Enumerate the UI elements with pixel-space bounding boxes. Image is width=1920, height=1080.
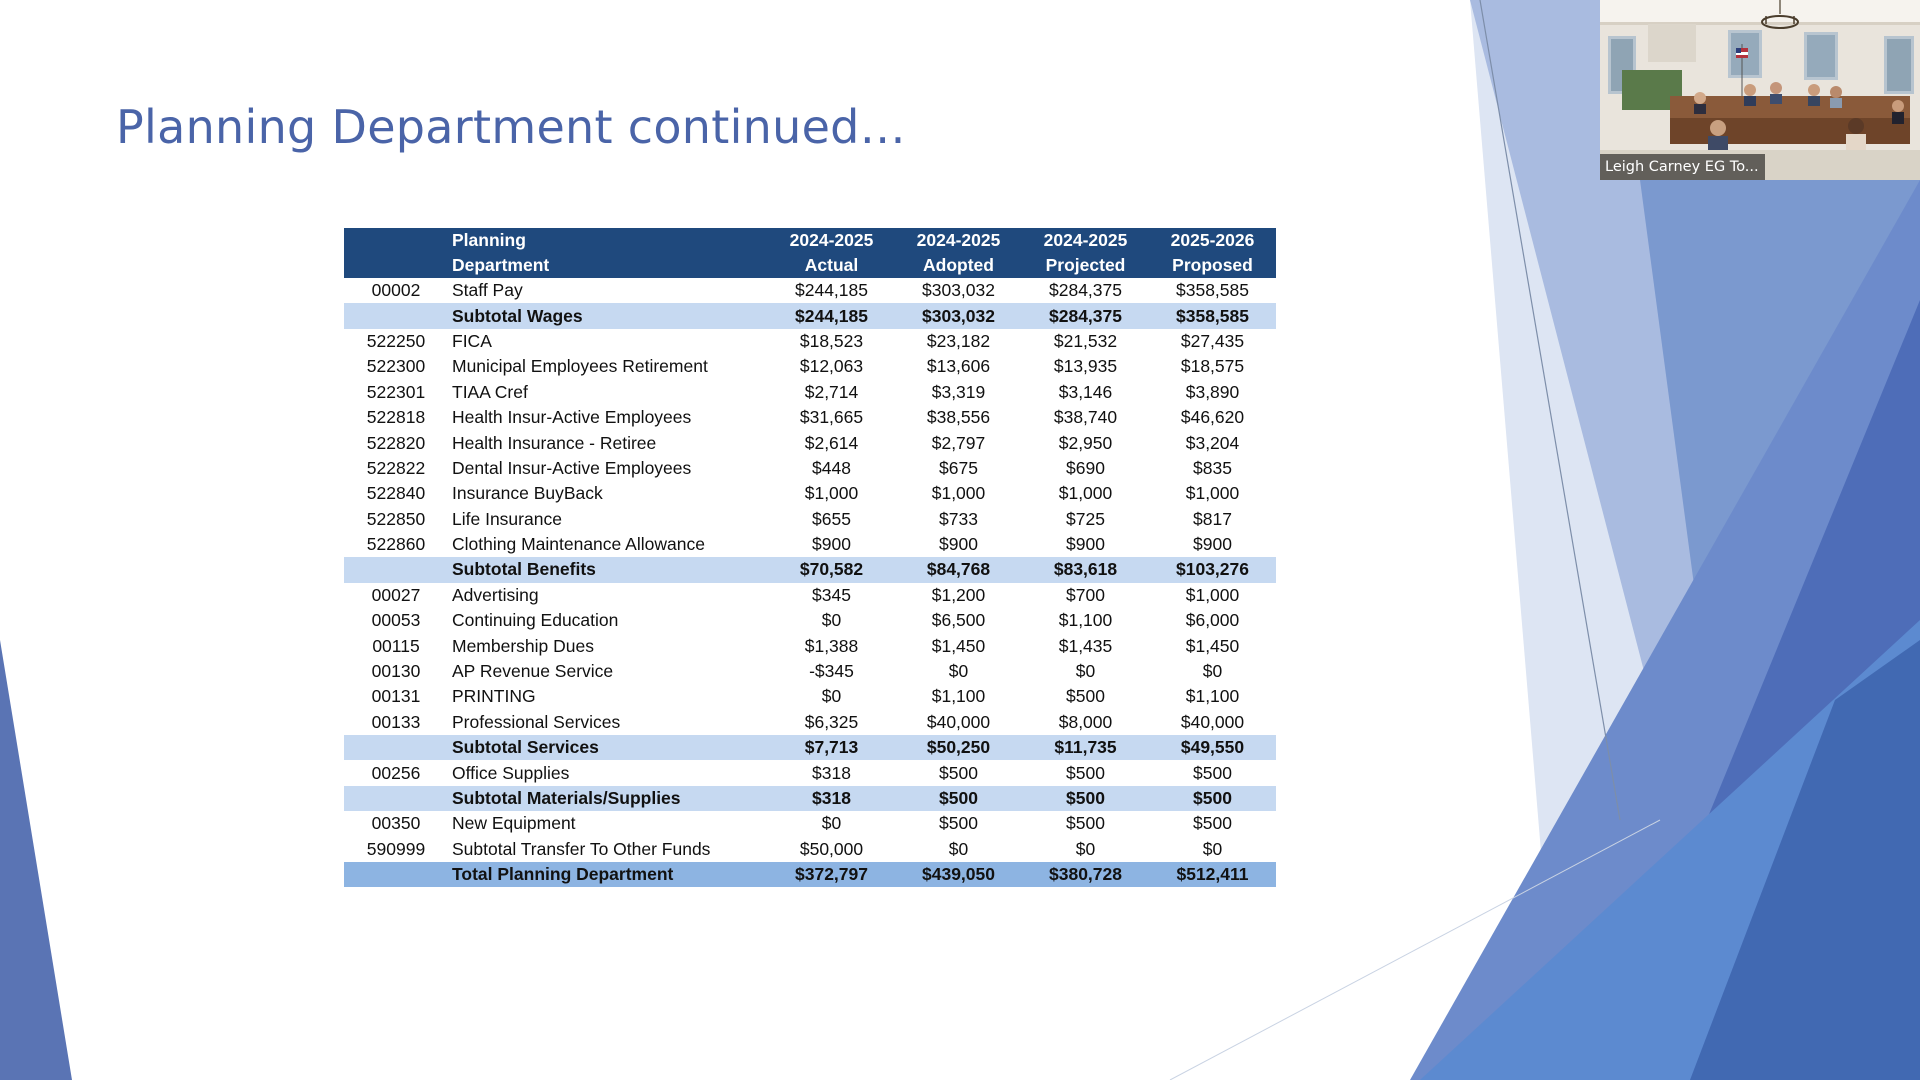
line-item-description: Subtotal Benefits (448, 557, 768, 582)
adopted-value: $439,050 (895, 862, 1022, 887)
projected-value: $83,618 (1022, 557, 1149, 582)
account-code: 00027 (371, 584, 421, 605)
actual-value: $448 (812, 457, 851, 478)
adopted-value: $733 (939, 508, 978, 529)
table-row (344, 507, 1276, 532)
adopted-value: $1,450 (931, 635, 986, 656)
adopted-value: $23,182 (926, 330, 991, 351)
table-row (344, 837, 1276, 862)
actual-value: $50,000 (799, 838, 864, 859)
projected-value: $700 (1066, 584, 1105, 605)
actual-value: $31,665 (799, 407, 864, 428)
account-code (344, 735, 448, 760)
account-code: 00256 (371, 762, 421, 783)
header-department: Planning (448, 228, 768, 253)
proposed-value: $0 (1202, 838, 1223, 859)
adopted-value: $1,100 (931, 686, 986, 707)
projected-value: $21,532 (1053, 330, 1118, 351)
projected-value: $500 (1066, 686, 1105, 707)
account-code: 522840 (366, 483, 426, 504)
header-code (344, 253, 448, 278)
table-row (344, 380, 1276, 405)
proposed-value: $49,550 (1149, 735, 1276, 760)
adopted-value: $900 (939, 534, 978, 555)
proposed-value: $3,204 (1185, 432, 1240, 453)
actual-value: $0 (821, 610, 842, 631)
projected-value: $380,728 (1022, 862, 1149, 887)
projected-value: $1,100 (1058, 610, 1113, 631)
header-proposed-year: 2025-2026 (1149, 228, 1276, 253)
participant-video-tile[interactable] (1600, 0, 1920, 180)
header-actual-year: 2024-2025 (768, 228, 895, 253)
adopted-value: $6,500 (931, 610, 986, 631)
adopted-value: $40,000 (926, 711, 991, 732)
line-item-description: Total Planning Department (448, 862, 768, 887)
account-code: 522822 (366, 457, 426, 478)
adopted-value: $50,250 (895, 735, 1022, 760)
budget-table-body (344, 278, 1276, 887)
table-row (344, 405, 1276, 430)
line-item-description: Office Supplies (452, 762, 570, 783)
proposed-value: $500 (1193, 813, 1232, 834)
account-code: 00131 (371, 686, 421, 707)
projected-value: $13,935 (1053, 356, 1118, 377)
actual-value: $2,614 (804, 432, 859, 453)
actual-value: $655 (812, 508, 851, 529)
header-actual: Actual (768, 253, 895, 278)
adopted-value: $1,000 (931, 483, 986, 504)
council-chamber-video-image (1600, 0, 1920, 180)
account-code: 522300 (366, 356, 426, 377)
adopted-value: $0 (948, 838, 969, 859)
table-row (344, 278, 1276, 303)
proposed-value: $18,575 (1180, 356, 1245, 377)
adopted-value: $38,556 (926, 407, 991, 428)
proposed-value: $103,276 (1149, 557, 1276, 582)
line-item-description: Health Insur-Active Employees (452, 407, 692, 428)
adopted-value: $0 (948, 661, 969, 682)
adopted-value: $500 (939, 762, 978, 783)
line-item-description: Dental Insur-Active Employees (452, 457, 692, 478)
actual-value: $2,714 (804, 381, 859, 402)
proposed-value: $46,620 (1180, 407, 1245, 428)
actual-value: $1,000 (804, 483, 859, 504)
projected-value: $284,375 (1049, 280, 1122, 301)
proposed-value: $6,000 (1185, 610, 1240, 631)
line-item-description: Staff Pay (452, 280, 523, 301)
proposed-value: $835 (1193, 457, 1232, 478)
table-row (344, 608, 1276, 633)
actual-value: $318 (812, 762, 851, 783)
adopted-value: $303,032 (895, 303, 1022, 328)
projected-value: $900 (1066, 534, 1105, 555)
actual-value: $318 (768, 786, 895, 811)
actual-value: $900 (812, 534, 851, 555)
line-item-description: AP Revenue Service (452, 661, 614, 682)
adopted-value: $13,606 (926, 356, 991, 377)
line-item-description: Advertising (452, 584, 539, 605)
line-item-description: Life Insurance (452, 508, 562, 529)
projected-value: $690 (1066, 457, 1105, 478)
account-code: 522860 (366, 534, 426, 555)
proposed-value: $512,411 (1149, 862, 1276, 887)
header-adopted: Adopted (895, 253, 1022, 278)
projected-value: $1,000 (1058, 483, 1113, 504)
actual-value: $372,797 (768, 862, 895, 887)
actual-value: $6,325 (804, 711, 859, 732)
proposed-value: $27,435 (1180, 330, 1245, 351)
table-row (344, 456, 1276, 481)
budget-table (344, 228, 1276, 887)
account-code (344, 862, 448, 887)
actual-value: $244,185 (768, 303, 895, 328)
total-row (344, 862, 1276, 887)
actual-value: -$345 (809, 661, 854, 682)
table-header-row (344, 253, 1276, 278)
adopted-value: $500 (939, 813, 978, 834)
account-code (344, 303, 448, 328)
adopted-value: $1,200 (931, 584, 986, 605)
subtotal-row (344, 557, 1276, 582)
table-row (344, 481, 1276, 506)
line-item-description: TIAA Cref (452, 381, 528, 402)
account-code: 00133 (371, 711, 421, 732)
account-code: 522250 (366, 330, 426, 351)
line-item-description: Clothing Maintenance Allowance (452, 534, 705, 555)
adopted-value: $500 (895, 786, 1022, 811)
account-code: 00002 (371, 280, 421, 301)
table-row (344, 659, 1276, 684)
line-item-description: New Equipment (452, 813, 576, 834)
line-item-description: FICA (452, 330, 492, 351)
line-item-description: Health Insurance - Retiree (452, 432, 657, 453)
line-item-description: Continuing Education (452, 610, 619, 631)
projected-value: $0 (1075, 838, 1096, 859)
projected-value: $500 (1066, 762, 1105, 783)
account-code: 522820 (366, 432, 426, 453)
actual-value: $12,063 (799, 356, 864, 377)
table-header-row (344, 228, 1276, 253)
header-proposed: Proposed (1149, 253, 1276, 278)
account-code: 522301 (366, 381, 426, 402)
proposed-value: $1,000 (1185, 483, 1240, 504)
line-item-description: Municipal Employees Retirement (452, 356, 708, 377)
header-code (344, 228, 448, 253)
projected-value: $284,375 (1022, 303, 1149, 328)
proposed-value: $358,585 (1176, 280, 1249, 301)
actual-value: $1,388 (804, 635, 859, 656)
adopted-value: $2,797 (931, 432, 986, 453)
proposed-value: $500 (1193, 762, 1232, 783)
line-item-description: Subtotal Services (448, 735, 768, 760)
proposed-value: $500 (1149, 786, 1276, 811)
table-row (344, 811, 1276, 836)
account-code: 522818 (366, 407, 426, 428)
projected-value: $11,735 (1022, 735, 1149, 760)
actual-value: $244,185 (795, 280, 868, 301)
table-row (344, 430, 1276, 455)
proposed-value: $3,890 (1185, 381, 1240, 402)
projected-value: $500 (1066, 813, 1105, 834)
header-projected: Projected (1022, 253, 1149, 278)
table-row (344, 684, 1276, 709)
table-row (344, 532, 1276, 557)
account-code: 522850 (366, 508, 426, 529)
projected-value: $725 (1066, 508, 1105, 529)
table-row (344, 354, 1276, 379)
line-item-description: Subtotal Transfer To Other Funds (452, 838, 711, 859)
table-row (344, 633, 1276, 658)
subtotal-row (344, 303, 1276, 328)
proposed-value: $1,100 (1185, 686, 1240, 707)
account-code (344, 786, 448, 811)
account-code (344, 557, 448, 582)
actual-value: $0 (821, 813, 842, 834)
line-item-description: Subtotal Wages (448, 303, 768, 328)
proposed-value: $0 (1202, 661, 1223, 682)
account-code: 590999 (366, 838, 426, 859)
account-code: 00053 (371, 610, 421, 631)
actual-value: $345 (812, 584, 851, 605)
table-row (344, 760, 1276, 785)
account-code: 00130 (371, 661, 421, 682)
table-row (344, 329, 1276, 354)
adopted-value: $303,032 (922, 280, 995, 301)
line-item-description: PRINTING (452, 686, 536, 707)
proposed-value: $1,000 (1185, 584, 1240, 605)
line-item-description: Insurance BuyBack (452, 483, 603, 504)
projected-value: $0 (1075, 661, 1096, 682)
line-item-description: Membership Dues (452, 635, 594, 656)
account-code: 00115 (372, 635, 420, 656)
actual-value: $0 (821, 686, 842, 707)
table-row (344, 583, 1276, 608)
actual-value: $70,582 (768, 557, 895, 582)
projected-value: $38,740 (1053, 407, 1118, 428)
proposed-value: $817 (1193, 508, 1232, 529)
header-department: Department (448, 253, 768, 278)
projected-value: $1,435 (1058, 635, 1113, 656)
proposed-value: $40,000 (1180, 711, 1245, 732)
line-item-description: Professional Services (452, 711, 621, 732)
header-adopted-year: 2024-2025 (895, 228, 1022, 253)
actual-value: $18,523 (799, 330, 864, 351)
subtotal-row (344, 735, 1276, 760)
adopted-value: $84,768 (895, 557, 1022, 582)
proposed-value: $1,450 (1185, 635, 1240, 656)
subtotal-row (344, 786, 1276, 811)
adopted-value: $3,319 (931, 381, 986, 402)
projected-value: $3,146 (1058, 381, 1113, 402)
projected-value: $2,950 (1058, 432, 1113, 453)
proposed-value: $900 (1193, 534, 1232, 555)
slide-title: Planning Department continued… (116, 100, 906, 154)
proposed-value: $358,585 (1149, 303, 1276, 328)
projected-value: $500 (1022, 786, 1149, 811)
projected-value: $8,000 (1058, 711, 1113, 732)
left-shape (0, 640, 72, 1080)
header-projected-year: 2024-2025 (1022, 228, 1149, 253)
actual-value: $7,713 (768, 735, 895, 760)
line-item-description: Subtotal Materials/Supplies (448, 786, 768, 811)
account-code: 00350 (371, 813, 421, 834)
table-row (344, 710, 1276, 735)
adopted-value: $675 (939, 457, 978, 478)
participant-name-label: Leigh Carney EG To... (1600, 154, 1765, 180)
